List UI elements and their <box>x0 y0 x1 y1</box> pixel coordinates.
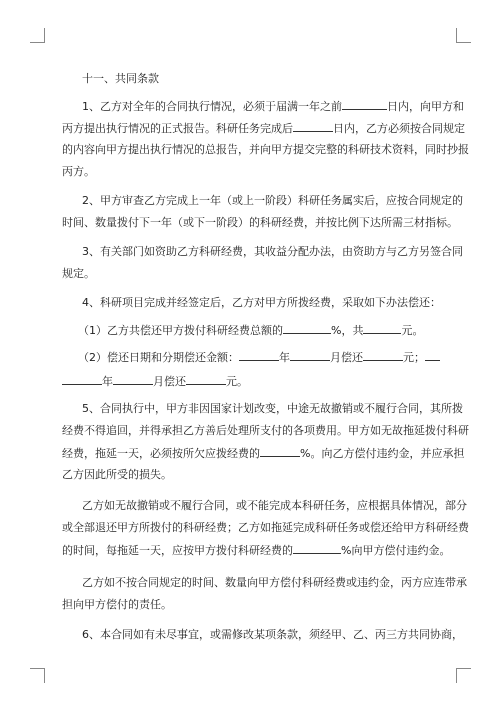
p6-line-3: 的时间，每拖延一天，应按甲方拨付科研经费的 %向甲方偿付违约金。 <box>62 544 451 557</box>
p7-line-2: 担向甲方偿付的责任。 <box>62 598 172 611</box>
blank-field <box>62 374 102 385</box>
p2-line-1: 2、甲方审查乙方完成上一年（或上一阶段）科研任务属实后，应按合同规定的 <box>82 194 463 207</box>
p3-line-1: 3、有关部门如资助乙方科研经费，其收益分配办法，由资助方与乙方另签合同 <box>82 245 463 258</box>
crop-mark-top-right <box>456 28 471 43</box>
blank-field <box>363 323 401 334</box>
p1-line-4: 丙方。 <box>62 165 95 178</box>
p3-line-2: 规定。 <box>62 267 95 280</box>
blank-field <box>283 323 331 334</box>
blank-field <box>363 350 403 361</box>
p1-line-2: 丙方提出执行情况的正式报告。科研任务完成后 日内，乙方必须按合同规定 <box>62 122 465 135</box>
blank-field <box>260 446 300 457</box>
p5-line-2: 经费不得追回，并得承担乙方善后处理所支付的各项费用。甲方如无故拖延拨付科研 <box>62 424 469 437</box>
p5-line-3: 经费，拖延一天，必须按所欠应拨经费的 %。向乙方偿付违约金，并应承担 <box>62 447 465 460</box>
p6-line-1: 乙方如无故撤销或不履行合同，或不能完成本科研任务，应根据具体情况，部分 <box>82 499 467 512</box>
blank-field <box>290 350 330 361</box>
p2-line-2: 时间、数量拨付下一年（或下一阶段）的科研经费，并按比例下达所需三材指标。 <box>62 216 458 229</box>
p4-line-1: 4、科研项目完成并经签定后，乙方对甲方所拨经费，采取如下办法偿还： <box>82 296 441 309</box>
p4-sub-1: （1）乙方共偿还甲方拨付科研经费总额的 %，共 元。 <box>78 324 424 337</box>
p8-line-1: 6、本合同如有未尽事宜，或需修改某项条款，须经甲、乙、丙三方共同协商， <box>82 628 463 641</box>
p1-line-1: 1、乙方对全年的合同执行情况，必须于届满一年之前 日内，向甲方和 <box>82 100 464 113</box>
crop-mark-bottom-right <box>456 668 471 683</box>
blank-field <box>425 350 440 361</box>
crop-mark-bottom-left <box>30 668 45 683</box>
blank-field <box>239 350 279 361</box>
p7-line-1: 乙方如不按合同规定的时间、数量向甲方偿付科研经费或违约金，丙方应连带承 <box>82 576 467 589</box>
p4-sub-2-cont: 年 月偿还 元。 <box>62 374 248 389</box>
p5-line-4: 乙方因此所受的损失。 <box>62 468 172 481</box>
blank-field <box>186 374 226 385</box>
crop-mark-top-left <box>30 28 45 43</box>
p1-line-3: 的内容向甲方提出执行情况的总报告，并向甲方提交完整的科研技术资料，同时抄报 <box>62 143 469 156</box>
blank-field <box>342 99 387 110</box>
p4-sub-2: （2）偿还日期和分期偿还金额： 年 月偿还 元； <box>78 350 440 365</box>
p6-line-2: 或全部退还甲方所拨付的科研经费；乙方如拖延完成科研任务或偿还给甲方科研经费 <box>62 521 469 534</box>
blank-field <box>113 374 153 385</box>
p5-line-1: 5、合同执行中，甲方非因国家计划改变，中途无故撤销或不履行合同，其所拨 <box>82 402 463 415</box>
blank-field <box>293 121 333 132</box>
section-heading: 十一、共同条款 <box>82 72 159 85</box>
blank-field <box>293 543 341 554</box>
